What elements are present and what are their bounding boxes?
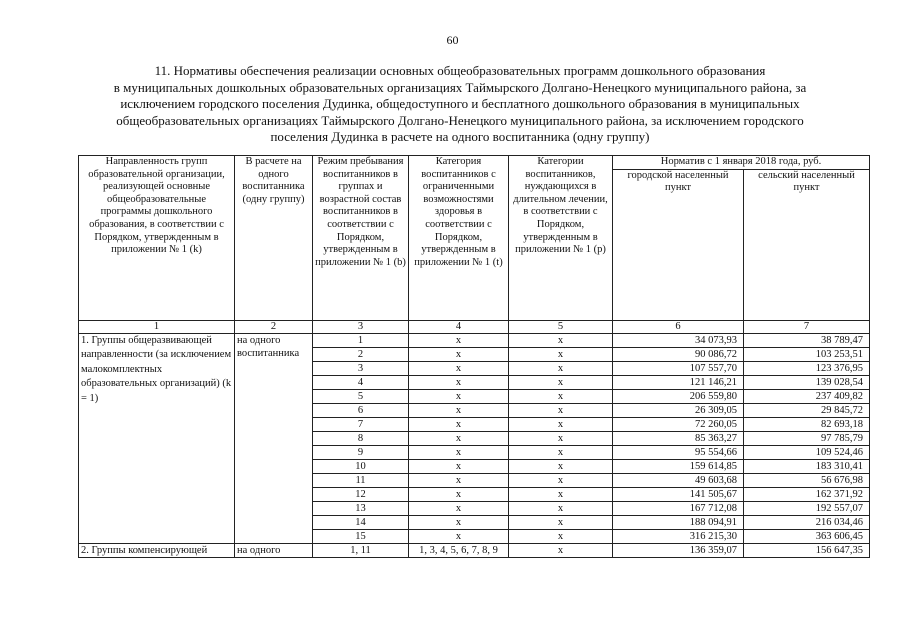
group-2-per: на одного xyxy=(235,543,313,557)
health-cell: х xyxy=(409,375,509,389)
urban-cell: 95 554,66 xyxy=(613,445,744,459)
header-normative: Норматив с 1 января 2018 года, руб. xyxy=(613,156,870,170)
regime-cell: 5 xyxy=(313,389,409,403)
title-line: общеобразовательных организациях Таймырского Долгано-Ненецкого муниципального района, за исключением городского xyxy=(116,112,804,128)
regime-cell: 1, 11 xyxy=(313,543,409,557)
regime-cell: 6 xyxy=(313,403,409,417)
health-cell: х xyxy=(409,501,509,515)
header-direction: Направленность групп образовательной организации, реализующей основные общеобразовательные программы дошкольного образования, в соответствии с Порядком, утвержденным в приложении № 1 (k) xyxy=(79,156,235,321)
health-cell: х xyxy=(409,529,509,543)
regime-cell: 15 xyxy=(313,529,409,543)
urban-cell: 121 146,21 xyxy=(613,375,744,389)
urban-cell: 316 215,30 xyxy=(613,529,744,543)
regime-cell: 9 xyxy=(313,445,409,459)
column-number: 6 xyxy=(613,320,744,333)
group-1-per: на одного воспитанника xyxy=(235,333,313,543)
health-cell: х xyxy=(409,417,509,431)
title-line: поселения Дудинка в расчете на одного воспитанника (одну группу) xyxy=(270,129,650,144)
treatment-cell: х xyxy=(509,529,613,543)
table-row xyxy=(79,543,870,557)
treatment-cell: х xyxy=(509,515,613,529)
title-line: в муниципальных дошкольных образовательных организациях Таймырского Долгано-Ненецкого муниципального района, за xyxy=(113,79,807,95)
treatment-cell: х xyxy=(509,431,613,445)
column-number: 1 xyxy=(79,320,235,333)
column-number: 4 xyxy=(409,320,509,333)
health-cell: х xyxy=(409,445,509,459)
column-number: 3 xyxy=(313,320,409,333)
rural-cell: 123 376,95 xyxy=(744,361,870,375)
health-cell: х xyxy=(409,403,509,417)
health-cell: х xyxy=(409,389,509,403)
urban-cell: 136 359,07 xyxy=(613,543,744,557)
rural-cell: 216 034,46 xyxy=(744,515,870,529)
treatment-cell: х xyxy=(509,459,613,473)
title-line: исключением городского поселения Дудинка, общедоступного и бесплатного дошкольного образования в муниципальных xyxy=(120,96,800,111)
column-number: 5 xyxy=(509,320,613,333)
urban-cell: 188 094,91 xyxy=(613,515,744,529)
document-title xyxy=(60,63,860,146)
rural-cell: 183 310,41 xyxy=(744,459,870,473)
treatment-cell: х xyxy=(509,445,613,459)
health-cell: х xyxy=(409,361,509,375)
column-number: 7 xyxy=(744,320,870,333)
column-number-row xyxy=(79,320,870,333)
urban-cell: 49 603,68 xyxy=(613,473,744,487)
header-per-unit: В расчете на одного воспитанника (одну группу) xyxy=(235,156,313,321)
regime-cell: 13 xyxy=(313,501,409,515)
urban-cell: 26 309,05 xyxy=(613,403,744,417)
regime-cell: 4 xyxy=(313,375,409,389)
treatment-cell: х xyxy=(509,361,613,375)
treatment-cell: х xyxy=(509,473,613,487)
urban-cell: 72 260,05 xyxy=(613,417,744,431)
health-cell: х xyxy=(409,333,509,347)
rural-cell: 56 676,98 xyxy=(744,473,870,487)
rural-cell: 29 845,72 xyxy=(744,403,870,417)
treatment-cell: х xyxy=(509,347,613,361)
rural-cell: 363 606,45 xyxy=(744,529,870,543)
urban-cell: 85 363,27 xyxy=(613,431,744,445)
header-urban: городской населенный пункт xyxy=(613,169,744,320)
treatment-cell: х xyxy=(509,389,613,403)
regime-cell: 1 xyxy=(313,333,409,347)
health-cell: х xyxy=(409,473,509,487)
treatment-cell: х xyxy=(509,417,613,431)
rural-cell: 97 785,79 xyxy=(744,431,870,445)
rural-cell: 162 371,92 xyxy=(744,487,870,501)
rural-cell: 82 693,18 xyxy=(744,417,870,431)
rural-cell: 139 028,54 xyxy=(744,375,870,389)
title-line: 11. Нормативы обеспечения реализации основных общеобразовательных программ дошкольного образования xyxy=(154,63,766,78)
regime-cell: 2 xyxy=(313,347,409,361)
table-row xyxy=(79,333,870,347)
regime-cell: 11 xyxy=(313,473,409,487)
health-cell: 1, 3, 4, 5, 6, 7, 8, 9 xyxy=(409,543,509,557)
urban-cell: 90 086,72 xyxy=(613,347,744,361)
regime-cell: 14 xyxy=(313,515,409,529)
rural-cell: 156 647,35 xyxy=(744,543,870,557)
treatment-cell: х xyxy=(509,403,613,417)
treatment-cell: х xyxy=(509,543,613,557)
regime-cell: 12 xyxy=(313,487,409,501)
group-2-label: 2. Группы компенсирующей xyxy=(79,543,235,557)
regime-cell: 8 xyxy=(313,431,409,445)
rural-cell: 103 253,51 xyxy=(744,347,870,361)
header-health-category: Категория воспитанников с ограниченными возможностями здоровья в соответствии с Порядком, утвержденным в приложении № 1 (t) xyxy=(409,156,509,321)
treatment-cell: х xyxy=(509,375,613,389)
page-number: 60 xyxy=(446,33,459,47)
treatment-cell: х xyxy=(509,501,613,515)
rural-cell: 192 557,07 xyxy=(744,501,870,515)
health-cell: х xyxy=(409,347,509,361)
health-cell: х xyxy=(409,431,509,445)
urban-cell: 34 073,93 xyxy=(613,333,744,347)
health-cell: х xyxy=(409,459,509,473)
regime-cell: 7 xyxy=(313,417,409,431)
column-number: 2 xyxy=(235,320,313,333)
urban-cell: 167 712,08 xyxy=(613,501,744,515)
urban-cell: 107 557,70 xyxy=(613,361,744,375)
header-regime: Режим пребывания воспитанников в группах и возрастной состав воспитанников в соответствии с Порядком, утвержденным в приложении № 1 (b) xyxy=(313,156,409,321)
treatment-cell: х xyxy=(509,333,613,347)
urban-cell: 141 505,67 xyxy=(613,487,744,501)
health-cell: х xyxy=(409,515,509,529)
urban-cell: 206 559,80 xyxy=(613,389,744,403)
normatives-table xyxy=(78,155,870,558)
regime-cell: 3 xyxy=(313,361,409,375)
header-rural: сельский населенный пункт xyxy=(744,169,870,320)
group-1-label: 1. Группы общеразвивающей направленности (за исключением малокомплектных образовательных организаций) (k = 1) xyxy=(79,333,235,543)
rural-cell: 237 409,82 xyxy=(744,389,870,403)
header-treatment-category: Категории воспитанников, нуждающихся в длительном лечении, в соответствии с Порядком, утвержденным в приложении № 1 (p) xyxy=(509,156,613,321)
treatment-cell: х xyxy=(509,487,613,501)
urban-cell: 159 614,85 xyxy=(613,459,744,473)
rural-cell: 109 524,46 xyxy=(744,445,870,459)
regime-cell: 10 xyxy=(313,459,409,473)
health-cell: х xyxy=(409,487,509,501)
rural-cell: 38 789,47 xyxy=(744,333,870,347)
